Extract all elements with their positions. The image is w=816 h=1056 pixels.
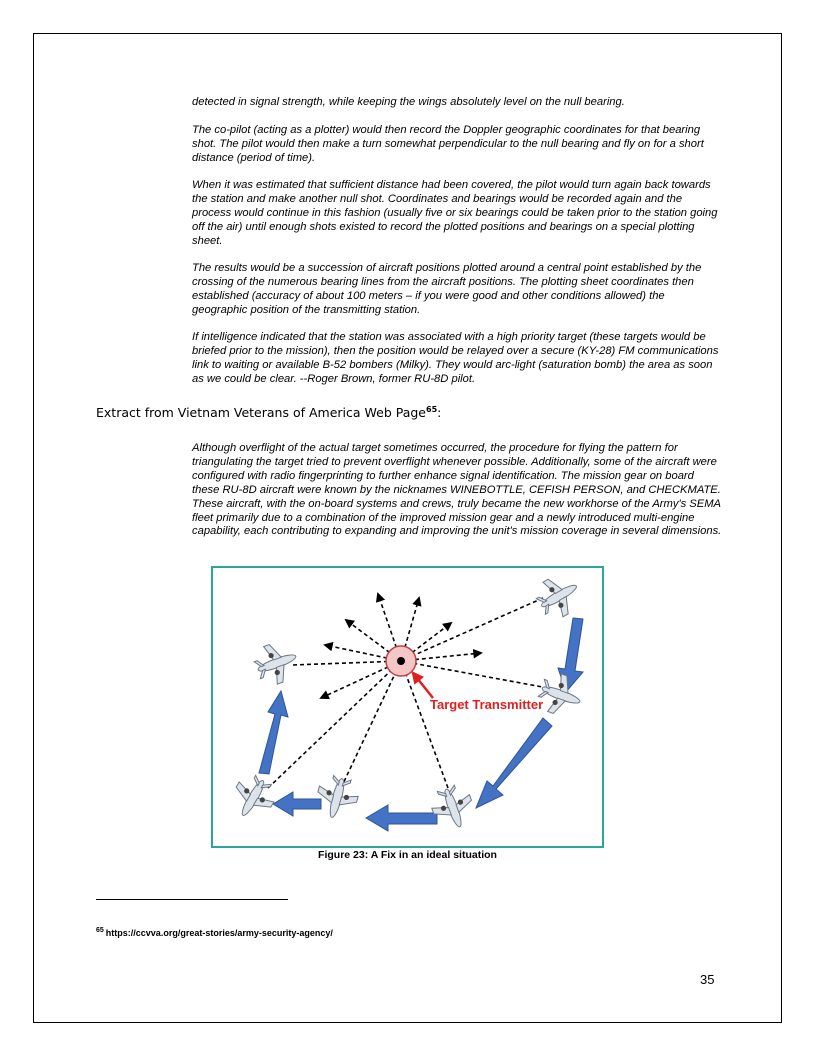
quote-paragraph-5: If intelligence indicated that the station was associated with a high priority target (these targets would be briefed prior to the mission), then the position would be relayed over a secure (KY-28) FM communications link to waiting or available B-52 bombers (Milky). They would arc-light (saturation bomb) the area as soon as we could be clear. --Roger Brown, former RU-8D pilot. (192, 331, 719, 385)
bearing-lines (268, 598, 548, 788)
flight-arrow-down-left (476, 718, 552, 808)
quote-paragraph-1: detected in signal strength, while keeping the wings absolutely level on the null bearing. (192, 96, 625, 108)
extract-paragraph: Although overflight of the actual target sometimes occurred, the procedure for flying the pattern for triangulating the target tried to prevent overflight whenever possible. Additionally, some of the aircraft were configured with radio fingerprinting to further enhance signal identification. The mission gear on board these RU-8D aircraft were known by the nicknames WINEBOTTLE, CEFISH PERSON, and CHECKMATE. These aircraft, with the on-board systems and crews, truly became the new workhorse of the Army's SEMA fleet primarily due to a combination of the improved mission gear and a newly introduced multi-engine capability, each contributing to expanding and improving the unit's mission coverage in several dimensions. (192, 442, 722, 538)
flight-arrow-left-1 (366, 805, 437, 831)
quote-paragraph-3: When it was estimated that sufficient distance had been covered, the pilot would turn again back towards the station and make another null shot. Coordinates and bearings would be recorded again and the process would continue in this fashion (usually five or six bearings could be taken prior to the station going off the air) until enough shots existed to record the plotted positions and bearings on a special plotting sheet. (192, 179, 718, 247)
flight-arrow-left-2 (273, 792, 321, 816)
figure-caption: Figure 23: A Fix in an ideal situation (318, 849, 497, 861)
bearing-line (341, 661, 401, 788)
footnote-number: 65 (96, 927, 104, 934)
flight-path-arrows (259, 618, 583, 831)
airplane-icon (427, 781, 479, 833)
footnote-divider (96, 899, 288, 900)
fix-diagram-svg (213, 568, 602, 846)
target-center-dot (397, 657, 405, 665)
flight-arrow-up (259, 691, 288, 774)
target-label: Target Transmitter (430, 697, 544, 712)
page-number: 35 (700, 972, 715, 987)
heading-suffix: : (437, 405, 442, 420)
target-pointer-arrow (413, 673, 433, 698)
heading-footnote-ref[interactable]: 65 (426, 404, 438, 414)
section-heading (96, 405, 441, 420)
airplane-icon (250, 637, 302, 689)
airplane-icon (226, 770, 281, 826)
quote-paragraph-2: The co-pilot (acting as a plotter) would then record the Doppler geographic coordinates for that bearing shot. The pilot would then make a turn somewhat perpendicular to the null bearing and fly on for a short distance (period of time). (192, 124, 704, 164)
quote-paragraph-4: The results would be a succession of aircraft positions plotted around a central point established by the crossing of the numerous bearing lines from the aircraft positions. The plotting sheet coordinates then established (accuracy of about 100 meters – if you were good and other conditions allowed) the geographic position of the transmitting station. (192, 262, 702, 316)
airplane-icon (531, 569, 587, 624)
bearing-line (401, 598, 543, 661)
bearing-line (401, 661, 448, 788)
bearing-line (268, 661, 401, 788)
figure-fix-diagram (211, 566, 604, 848)
footnote-link[interactable]: https://ccvva.org/great-stories/army-security-agency/ (105, 928, 333, 938)
footnote (96, 928, 333, 938)
heading-text: Extract from Vietnam Veterans of America Web Page (96, 405, 426, 420)
bearing-line (293, 661, 401, 665)
airplane-icon (313, 773, 362, 823)
